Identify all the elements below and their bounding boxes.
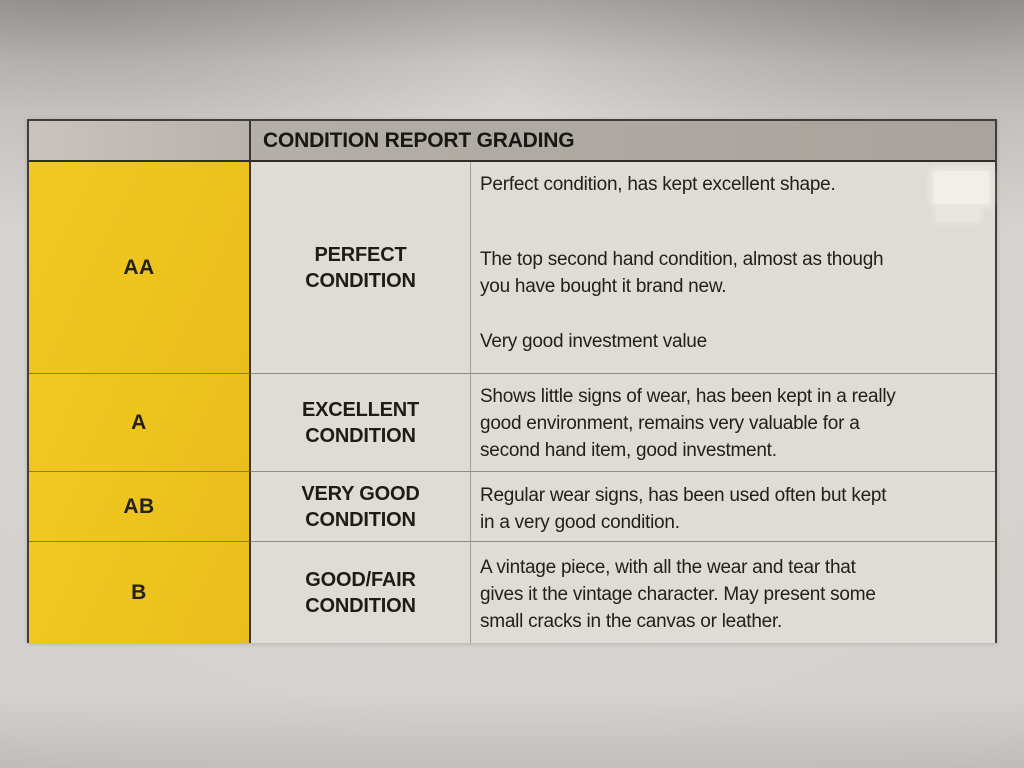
grade-label: AB xyxy=(123,494,155,518)
grade-cell-a xyxy=(29,374,251,472)
description-cell-perfect xyxy=(471,162,995,374)
description-cell-very-good xyxy=(471,472,995,542)
description-paragraph: Perfect condition, has kept excellent shape. xyxy=(480,174,836,195)
description-paragraph: Shows little signs of wear, has been kept in a really good environment, remains very valuable for a second hand item, good investment. xyxy=(480,386,896,461)
grade-label: AA xyxy=(123,255,155,279)
condition-label: PERFECT CONDITION xyxy=(305,243,416,292)
description-paragraph: Regular wear signs, has been used often but kept in a very good condition. xyxy=(480,485,887,533)
condition-cell-excellent xyxy=(251,374,471,472)
table-title-bar xyxy=(251,121,995,162)
grade-cell-b xyxy=(29,542,251,643)
grade-cell-aa xyxy=(29,162,251,374)
grade-label: A xyxy=(131,410,147,434)
condition-label: EXCELLENT CONDITION xyxy=(301,398,420,447)
header-empty-cell xyxy=(29,121,251,162)
description-paragraph: Very good investment value xyxy=(480,331,707,352)
whiteout-patch xyxy=(933,171,989,204)
condition-label: GOOD/FAIR CONDITION xyxy=(305,568,416,617)
condition-cell-perfect xyxy=(251,162,471,374)
description-paragraph: The top second hand condition, almost as though you have bought it brand new. xyxy=(480,249,884,297)
description-paragraph: A vintage piece, with all the wear and tear that gives it the vintage character. May present some small cracks in the canvas or leather. xyxy=(480,557,876,632)
condition-grading-table xyxy=(27,119,997,643)
grade-cell-ab xyxy=(29,472,251,542)
description-cell-good-fair xyxy=(471,542,995,643)
grade-label: B xyxy=(131,580,147,604)
page-title: CONDITION REPORT GRADING xyxy=(263,128,575,152)
whiteout-patch xyxy=(936,208,980,222)
condition-label: VERY GOOD CONDITION xyxy=(301,482,420,531)
condition-cell-very-good xyxy=(251,472,471,542)
description-cell-excellent xyxy=(471,374,995,472)
condition-cell-good-fair xyxy=(251,542,471,643)
